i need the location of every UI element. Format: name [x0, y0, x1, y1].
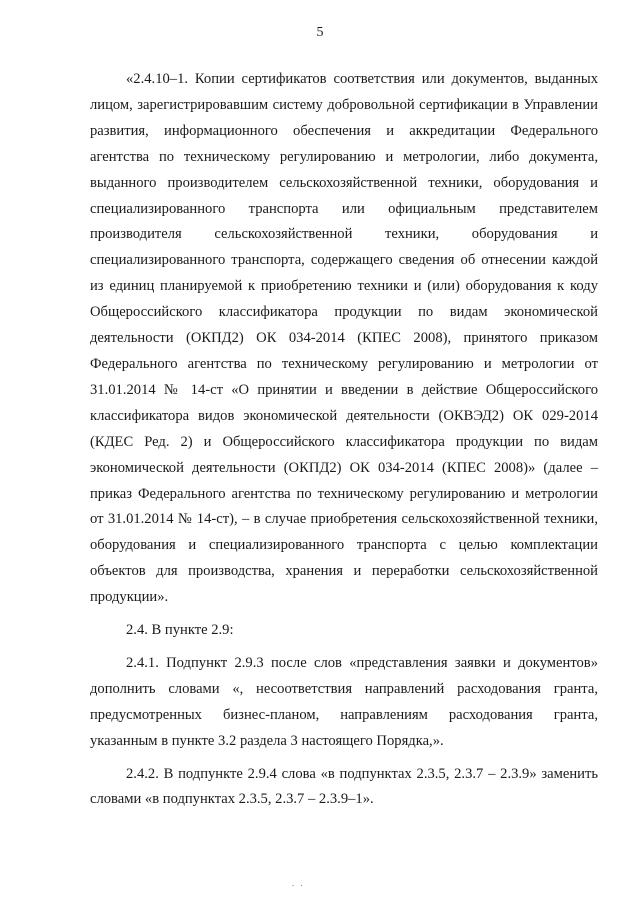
- paragraph-2-4-10-1: «2.4.10–1. Копии сертификатов соответствия или документов, выданных лицом, зарегистрировавшим систему добровольной сертификации в Управлении развития, информационного обеспечения и аккредитации Федерального агентства по техническому регулированию и метрологии, либо документа, выданного производителем сельскохозяйственной техники, оборудования и специализированного транспорта или официальным представителем производителя сельскохозяйственной техники, оборудования и специализированного транспорта, содержащего сведения об отнесении каждой из единиц планируемой к приобретению техники и (или) оборудования к коду Общероссийского классификатора продукции по видам экономической деятельности (ОКПД2) ОК 034-2014 (КПЕС 2008), принятого приказом Федерального агентства по техническому регулированию и метрологии от 31.01.2014 № 14-ст «О принятии и введении в действие Общероссийского классификатора видов экономической деятельности (ОКВЭД2) ОК 029-2014 (КДЕС Ред. 2) и Общероссийского классификатора продукции по видам экономической деятельности (ОКПД2) ОК 034-2014 (КПЕС 2008)» (далее – приказ Федерального агентства по техническому регулированию и метрологии от 31.01.2014 № 14-ст), – в случае приобретения сельскохозяйственной техники, оборудования и специализированного транспорта с целью комплектации объектов для производства, хранения и переработки сельскохозяйственной продукции».: [90, 71, 598, 606]
- footer-mark: . .: [292, 878, 305, 888]
- paragraph-2-4: 2.4. В пункте 2.9:: [126, 622, 234, 639]
- paragraph-2-4-2: 2.4.2. В подпункте 2.9.4 слова «в подпунктах 2.3.5, 2.3.7 – 2.3.9» заменить словами «в подпунктах 2.3.5, 2.3.7 – 2.3.9–1».: [90, 765, 598, 808]
- document-body: [90, 67, 598, 813]
- page-number: 5: [316, 25, 324, 40]
- paragraph-2-4-1: 2.4.1. Подпункт 2.9.3 после слов «представления заявки и документов» дополнить словами «, несоответствия направлений расходования гранта, предусмотренных бизнес-планом, направлениям расходования гранта, указанным в пункте 3.2 раздела 3 настоящего Порядка,».: [90, 654, 598, 749]
